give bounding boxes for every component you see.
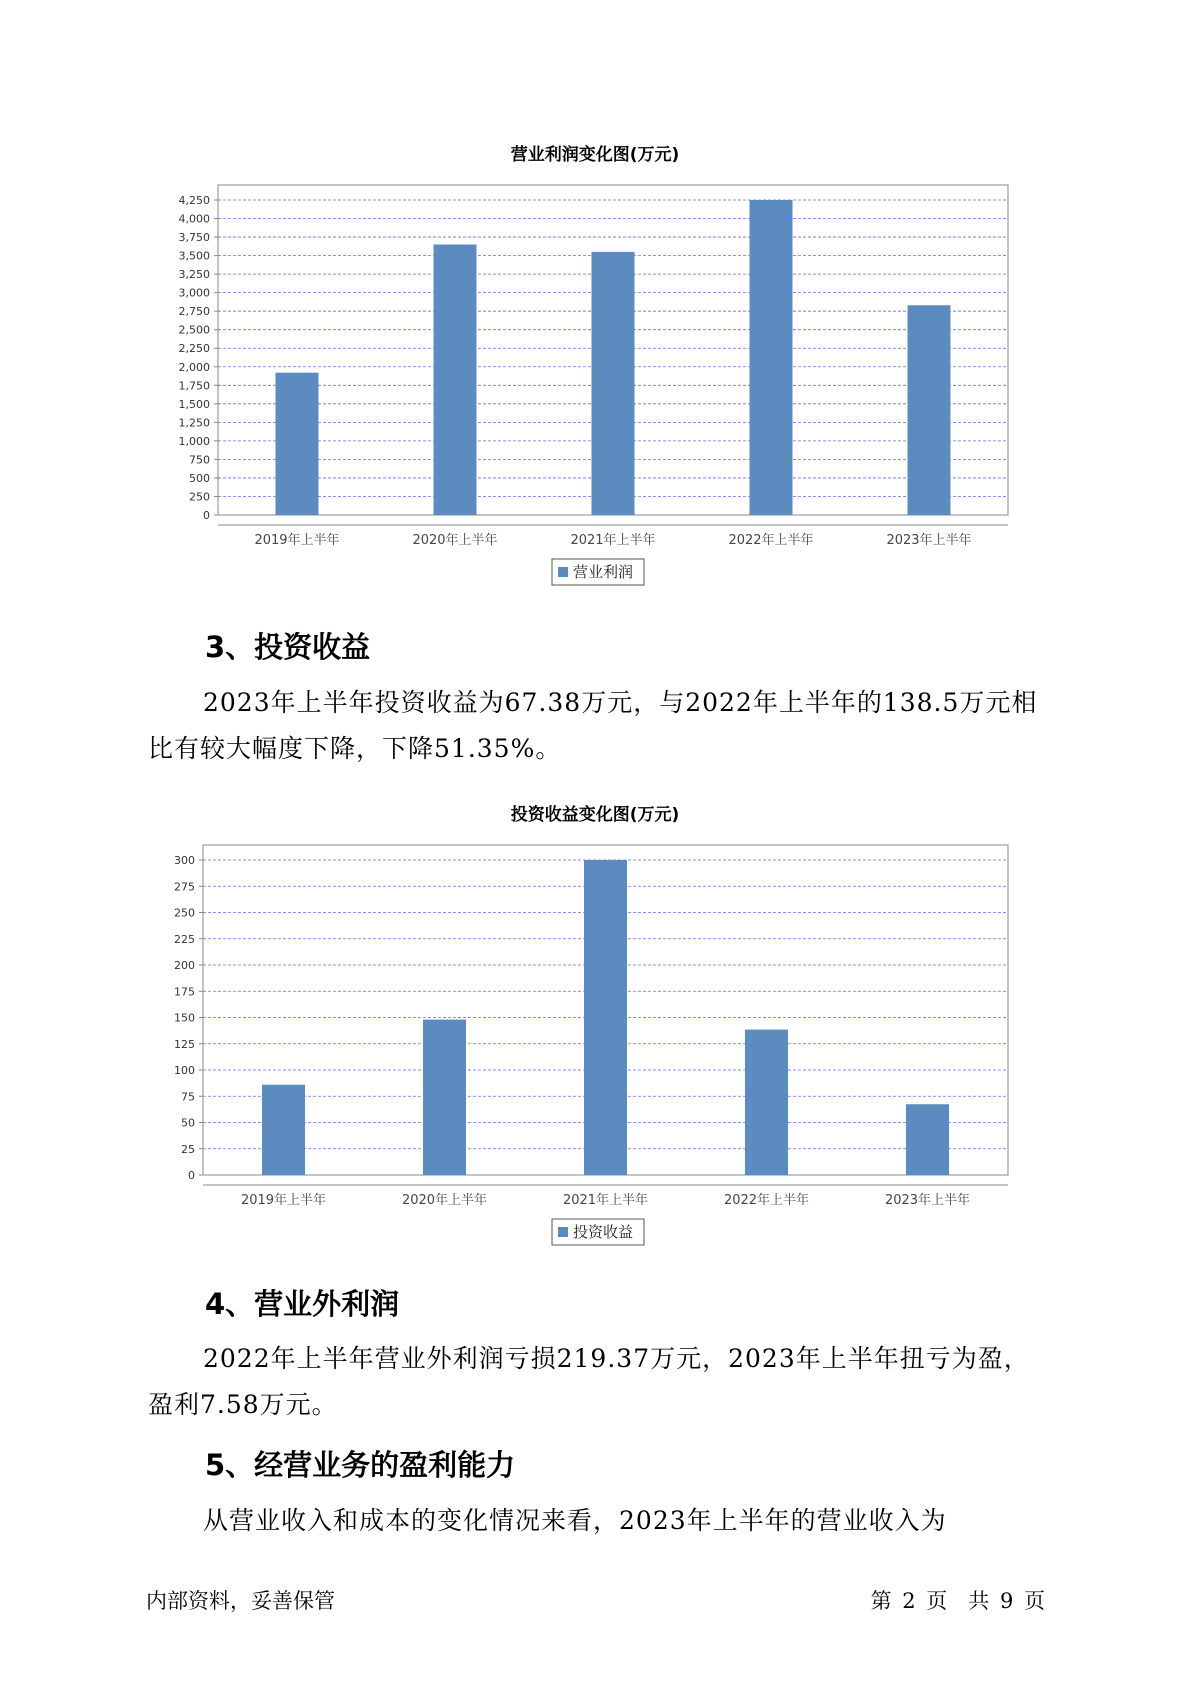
investment-paragraph: 2023年上半年投资收益为67.38万元，与2022年上半年的138.5万元相比有较大幅度下降，下降51.35%。: [148, 688, 1038, 763]
profitability-paragraph: 从营业收入和成本的变化情况来看，2023年上半年的营业收入为: [203, 1506, 947, 1535]
x-tick-label: 2022年上半年: [723, 1193, 810, 1208]
x-tick-label: 2021年上半年: [562, 1193, 649, 1208]
y-tick-label: 250: [189, 490, 210, 504]
profitability-heading: 5、经营业务的盈利能力: [205, 1448, 516, 1482]
y-tick-label: 300: [174, 854, 195, 867]
chart-title: 营业利润变化图(万元): [510, 145, 680, 165]
bar: [745, 1030, 788, 1175]
y-tick-label: 2,250: [178, 342, 210, 356]
bar: [750, 200, 793, 515]
y-tick-label: 100: [174, 1064, 195, 1077]
y-tick-label: 125: [174, 1037, 195, 1051]
y-tick-label: 2,500: [178, 323, 210, 337]
bar: [906, 1104, 949, 1175]
x-tick-label: 2020年上半年: [412, 533, 498, 548]
legend: [552, 559, 644, 585]
y-tick-label: 50: [181, 1116, 195, 1130]
investment-heading: 3、投资收益: [205, 630, 371, 664]
x-tick-label: 2022年上半年: [728, 533, 814, 548]
legend-swatch: [558, 1227, 568, 1237]
y-tick-label: 150: [174, 1011, 195, 1025]
investment-income-chart-svg: [0, 800, 1191, 1241]
x-tick-label: 2019年上半年: [240, 1193, 327, 1208]
bar: [592, 252, 635, 515]
y-tick-label: 0: [203, 509, 210, 522]
y-tick-label: 1,750: [178, 379, 210, 393]
y-tick-label: 0: [188, 1169, 195, 1182]
footer-page-number: 第 2 页 共 9 页: [870, 1589, 1045, 1613]
x-tick-label: 2023年上半年: [886, 533, 972, 548]
bar: [262, 1085, 305, 1175]
chart-title: 投资收益变化图(万元): [510, 805, 680, 825]
bar: [434, 244, 477, 515]
operating-profit-chart-svg: [0, 140, 1191, 581]
legend-label: 投资收益: [573, 1223, 634, 1241]
legend: [552, 1219, 644, 1245]
y-tick-label: 275: [174, 880, 195, 894]
y-tick-label: 3,250: [178, 268, 210, 282]
y-tick-label: 75: [181, 1090, 195, 1104]
y-tick-label: 225: [174, 932, 195, 946]
y-tick-label: 1,250: [178, 416, 210, 430]
y-tick-label: 1,500: [178, 397, 210, 411]
y-tick-label: 2,750: [178, 305, 210, 319]
footer-confidential: 内部资料，妥善保管: [146, 1589, 335, 1613]
y-tick-label: 4,250: [178, 194, 210, 207]
y-tick-label: 200: [174, 959, 195, 972]
bar: [584, 860, 627, 1175]
operating-profit-chart: [0, 140, 1191, 581]
x-tick-label: 2020年上半年: [401, 1193, 488, 1208]
y-tick-label: 3,750: [178, 231, 210, 245]
y-tick-label: 500: [189, 471, 210, 485]
bar: [276, 373, 319, 515]
y-tick-label: 3,000: [178, 286, 210, 300]
y-tick-label: 2,000: [178, 360, 210, 374]
investment-income-chart: [0, 800, 1191, 1241]
y-tick-label: 175: [174, 985, 195, 999]
bar: [908, 305, 951, 515]
y-tick-label: 750: [189, 453, 210, 467]
y-tick-label: 25: [181, 1142, 195, 1156]
y-tick-label: 3,500: [178, 249, 210, 263]
x-tick-label: 2021年上半年: [570, 533, 656, 548]
nonoperating-heading: 4、营业外利润: [205, 1287, 400, 1321]
legend-label: 营业利润: [573, 563, 634, 581]
y-tick-label: 4,000: [178, 212, 210, 226]
y-tick-label: 1,000: [178, 434, 210, 448]
nonoperating-paragraph: 2022年上半年营业外利润亏损219.37万元，2023年上半年扭亏为盈，盈利7.58万元。: [148, 1344, 1030, 1419]
legend-swatch: [558, 567, 568, 577]
bar: [423, 1020, 466, 1175]
y-tick-label: 250: [174, 906, 195, 920]
x-tick-label: 2023年上半年: [884, 1193, 971, 1208]
x-tick-label: 2019年上半年: [254, 533, 340, 548]
